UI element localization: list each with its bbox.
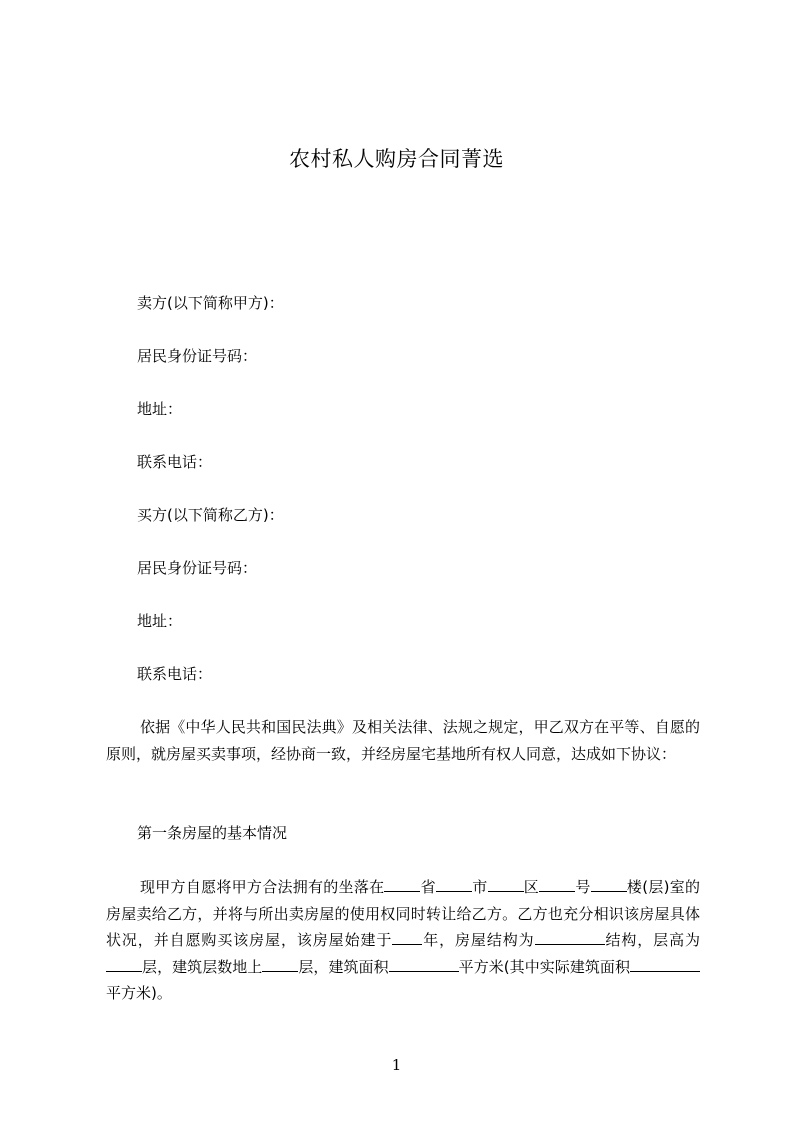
- page-number: 1: [391, 1056, 402, 1074]
- buyer-label: 买方(以下简称乙方)：: [137, 506, 284, 524]
- article-1-text-5: 号: [575, 878, 591, 896]
- article-1-text-12: 平方米)。: [106, 984, 172, 1002]
- structure-blank: [535, 930, 605, 945]
- number-blank: [539, 877, 575, 892]
- building-blank: [591, 877, 627, 892]
- article-1-text-3: 市: [471, 878, 488, 896]
- article-1-text-9: 层，建筑层数地上: [142, 957, 263, 976]
- article-1-text-2: 省: [420, 878, 436, 896]
- article-1-paragraph: [106, 874, 700, 1007]
- article-1-text-6: 楼(层)室的房屋卖给乙方，并将与所出卖房屋的使用权同时转让给乙方。乙方也充分相识该房屋具体状况，并自愿购买该房屋，该房屋始建于: [106, 878, 700, 949]
- document-title: 农村私人购房合同菁选: [289, 147, 504, 171]
- article-1-text-8: 结构，层高为: [604, 931, 700, 949]
- seller-label: 卖方(以下简称甲方)：: [137, 294, 284, 312]
- intro-paragraph: 依据《中华人民共和国民法典》及相关法律、法规之规定，甲乙双方在平等、自愿的原则，就房屋买卖事项，经协商一致，并经房屋宅基地所有权人同意，达成如下协议：: [106, 718, 700, 763]
- article-1-text-10: 层，建筑面积: [298, 957, 389, 976]
- actual-area-blank: [630, 957, 700, 972]
- buyer-phone-label: 联系电话：: [137, 665, 213, 683]
- floors-above-blank: [262, 957, 298, 972]
- built-year-blank: [392, 930, 422, 945]
- district-blank: [488, 877, 524, 892]
- buyer-address-label: 地址：: [137, 612, 183, 630]
- article-1-heading: 第一条房屋的基本情况: [137, 824, 288, 842]
- floor-height-blank: [106, 957, 142, 972]
- article-1-text-11: 平方米(其中实际建筑面积: [458, 957, 630, 976]
- article-1-text-1: 现甲方自愿将甲方合法拥有的坐落在: [140, 878, 385, 896]
- article-1-text-7: 年，房屋结构为: [422, 931, 535, 949]
- seller-phone-label: 联系电话：: [137, 453, 213, 471]
- province-blank: [384, 877, 420, 892]
- article-1-text-4: 区: [523, 878, 540, 896]
- seller-id-label: 居民身份证号码：: [137, 347, 258, 365]
- seller-address-label: 地址：: [137, 400, 183, 418]
- floor-area-blank: [389, 957, 459, 972]
- buyer-id-label: 居民身份证号码：: [137, 559, 258, 577]
- city-blank: [436, 877, 472, 892]
